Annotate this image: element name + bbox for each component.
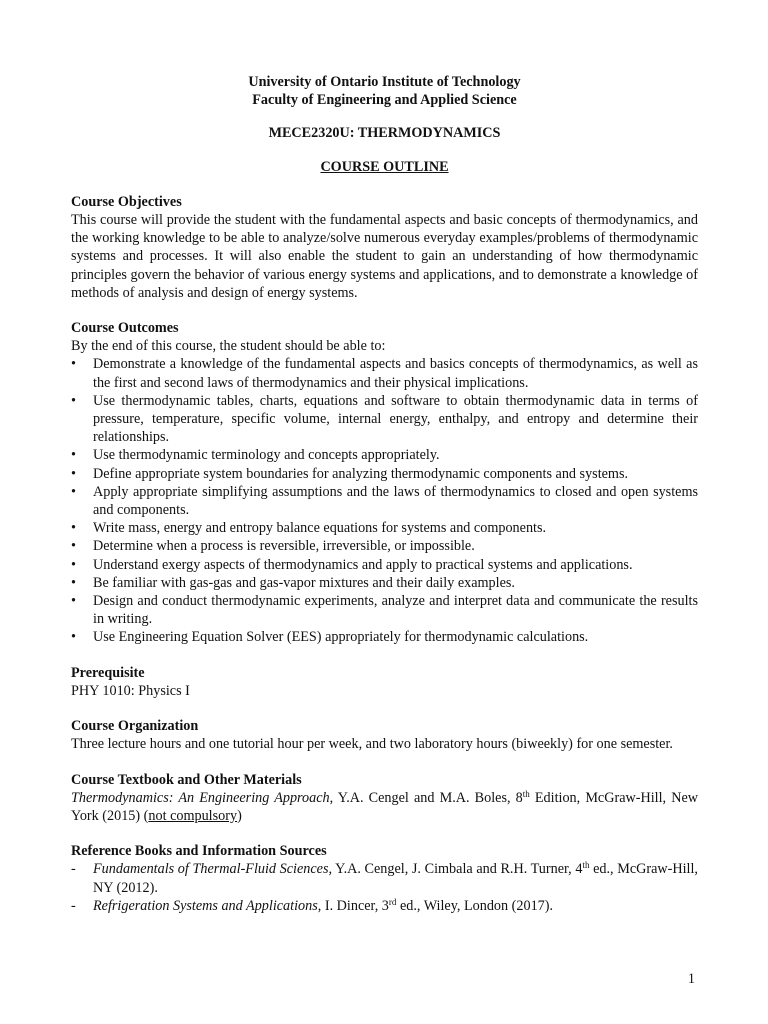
page-number: 1 bbox=[687, 971, 695, 987]
prerequisite-text: PHY 1010: Physics I bbox=[71, 682, 190, 699]
outcomes-intro: By the end of this course, the student should be able to: bbox=[71, 338, 386, 355]
bullet-icon: • bbox=[71, 520, 76, 537]
bullet-icon: • bbox=[71, 447, 76, 464]
objectives-heading: Course Objectives bbox=[71, 193, 182, 210]
dash-icon: - bbox=[71, 861, 76, 878]
faculty-name: Faculty of Engineering and Applied Science bbox=[252, 92, 517, 109]
reference-item: - Refrigeration Systems and Applications, I. Dincer, 3rd ed., Wiley, London (2017). bbox=[71, 896, 554, 914]
outcome-item: • Be familiar with gas-gas and gas-vapor mixtures and their daily examples. bbox=[71, 574, 515, 591]
document-body bbox=[71, 73, 698, 915]
outcome-item: • Understand exergy aspects of thermodynamics and apply to practical systems and applications. bbox=[71, 556, 633, 573]
course-code-title: MECE2320U: THERMODYNAMICS bbox=[268, 125, 501, 142]
bullet-icon: • bbox=[71, 465, 76, 482]
outcomes-heading: Course Outcomes bbox=[71, 320, 179, 337]
bullet-icon: • bbox=[71, 574, 76, 591]
organization-text: Three lecture hours and one tutorial hour per week, and two laboratory hours (biweekly) for one semester. bbox=[71, 736, 673, 753]
bullet-icon: • bbox=[71, 356, 76, 373]
textbook-citation: Thermodynamics: An Engineering Approach, Y.A. Cengel and M.A. Boles, 8th Edition, McGraw-Hill, New York (2015) (not compulsory) bbox=[71, 788, 698, 824]
organization-heading: Course Organization bbox=[71, 718, 199, 735]
outcome-item: • Use Engineering Equation Solver (EES) appropriately for thermodynamic calculations. bbox=[71, 629, 589, 646]
bullet-icon: • bbox=[71, 538, 76, 555]
outcome-item: • Demonstrate a knowledge of the fundamental aspects and basics concepts of thermodynamics, as well as the first and second laws of thermodynamics and their physical implications. bbox=[71, 356, 698, 391]
bullet-icon: • bbox=[71, 556, 76, 573]
bullet-icon: • bbox=[71, 593, 76, 610]
objectives-text: This course will provide the student with the fundamental aspects and basic concepts of thermodynamics, and the working knowledge to be able to analyze/solve numerous everyday examples/problems of thermodynamic systems and processes. It will also enable the student to gain an understanding of how thermodynamic principles govern the behavior of various energy systems and applications, and to demonstrate a knowledge of methods of analysis and design of energy systems. bbox=[71, 212, 698, 301]
outcomes-list bbox=[71, 355, 698, 646]
reference-item: - Fundamentals of Thermal-Fluid Sciences, Y.A. Cengel, J. Cimbala and R.H. Turner, 4th ed., McGraw-Hill, NY (2012). bbox=[71, 860, 698, 896]
outcome-item: • Determine when a process is reversible, irreversible, or impossible. bbox=[71, 538, 475, 555]
not-compulsory-note: not compulsory bbox=[148, 807, 238, 824]
textbook-heading: Course Textbook and Other Materials bbox=[71, 771, 302, 788]
bullet-icon: • bbox=[71, 392, 76, 409]
outcome-item: • Write mass, energy and entropy balance equations for systems and components. bbox=[71, 520, 547, 537]
outcome-item: • Use thermodynamic tables, charts, equations and software to obtain thermodynamic data in terms of pressure, temperature, specific volume, internal energy, enthalpy, and entropy and determine their relationships. bbox=[71, 392, 698, 446]
textbook-title: Thermodynamics: An Engineering Approach bbox=[71, 789, 330, 806]
prerequisite-heading: Prerequisite bbox=[71, 664, 145, 681]
bullet-icon: • bbox=[71, 629, 76, 646]
outcome-item: • Design and conduct thermodynamic experiments, analyze and interpret data and communicate the results in writing. bbox=[71, 593, 698, 628]
references-heading: Reference Books and Information Sources bbox=[71, 843, 327, 860]
bullet-icon: • bbox=[71, 483, 76, 500]
references-list bbox=[71, 860, 698, 915]
outcome-item: • Use thermodynamic terminology and concepts appropriately. bbox=[71, 447, 440, 464]
course-outline-title: COURSE OUTLINE bbox=[320, 158, 449, 175]
university-name: University of Ontario Institute of Technology bbox=[248, 74, 521, 90]
outcome-item: • Apply appropriate simplifying assumptions and the laws of thermodynamics to closed and open systems and components. bbox=[71, 483, 698, 519]
dash-icon: - bbox=[71, 897, 76, 914]
outcome-item: • Define appropriate system boundaries for analyzing thermodynamic components and systems. bbox=[71, 465, 629, 482]
